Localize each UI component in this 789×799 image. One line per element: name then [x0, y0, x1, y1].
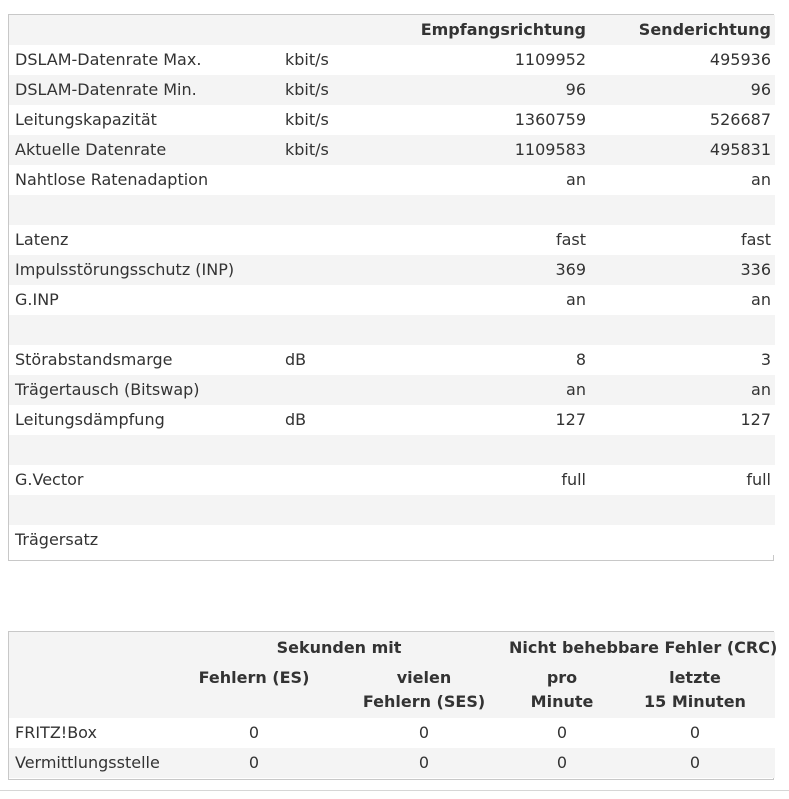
error-statistics-table: [9, 632, 778, 778]
row-label: DSLAM-Datenrate Max.: [15, 50, 202, 69]
row-crc-per-minute: 0: [556, 753, 568, 772]
row-crc-last-15-min: 0: [689, 753, 701, 772]
header-pro-line2: Minute: [530, 692, 594, 711]
row-label: Nahtlose Ratenadaption: [15, 170, 209, 189]
bottom-divider: [0, 790, 789, 791]
row-unit: [285, 225, 405, 255]
header-downstream: Empfangsrichtung: [420, 20, 586, 39]
row-downstream: an: [566, 380, 586, 399]
header-last-line2: 15 Minuten: [644, 692, 746, 711]
row-label: Impulsstörungsschutz (INP): [15, 260, 235, 279]
row-label: Latenz: [15, 230, 69, 249]
row-label: [9, 315, 285, 345]
row-unit: [285, 495, 405, 525]
table-row: [9, 375, 775, 405]
row-unit: dB: [285, 350, 307, 369]
table-row: [9, 748, 775, 778]
row-label: G.INP: [15, 290, 59, 309]
row-unit: [285, 435, 405, 465]
row-upstream: 127: [740, 410, 771, 429]
row-upstream: [590, 315, 775, 345]
sub-header-row: [9, 664, 775, 718]
row-label: [9, 435, 285, 465]
row-unit: dB: [285, 410, 307, 429]
row-crc-last-15-min: 0: [689, 723, 701, 742]
dsl-line-table-body: [9, 15, 775, 555]
row-label: Störabstandsmarge: [15, 350, 173, 369]
table-row: [9, 195, 775, 225]
row-upstream: [590, 525, 775, 555]
header-es-line1: Fehlern (ES): [198, 668, 310, 687]
header-ses-line2: Fehlern (SES): [362, 692, 486, 711]
table-row: [9, 345, 775, 375]
table-row: [9, 255, 775, 285]
header-crc-per-minute: [509, 664, 615, 718]
row-upstream: [590, 435, 775, 465]
header-crc-errors: Nicht behebbare Fehler (CRC): [509, 638, 778, 657]
header-es: [169, 664, 339, 718]
row-downstream: an: [566, 290, 586, 309]
table-row: [9, 45, 775, 75]
row-unit: [285, 315, 405, 345]
row-downstream: 127: [555, 410, 586, 429]
header-unit: [285, 15, 405, 45]
header-ses-line1: vielen: [396, 668, 452, 687]
row-label: FRITZ!Box: [15, 723, 97, 742]
table-row: [9, 405, 775, 435]
row-label: Leitungsdämpfung: [15, 410, 165, 429]
row-unit: kbit/s: [285, 80, 329, 99]
row-es: 0: [248, 753, 260, 772]
row-unit: kbit/s: [285, 50, 329, 69]
table-row: [9, 495, 775, 525]
row-ses: 0: [418, 723, 430, 742]
row-downstream: 1360759: [514, 110, 586, 129]
dsl-line-info-panel: [8, 14, 774, 561]
header-label: [9, 15, 285, 45]
table-row: [9, 105, 775, 135]
row-upstream: 336: [740, 260, 771, 279]
header-last-line1: letzte: [669, 668, 721, 687]
row-upstream: 96: [750, 80, 771, 99]
row-unit: kbit/s: [285, 110, 329, 129]
row-downstream: an: [566, 170, 586, 189]
row-label: [9, 195, 285, 225]
header-ses: [339, 664, 509, 718]
row-upstream: [590, 495, 775, 525]
table-row: [9, 165, 775, 195]
row-upstream: an: [751, 380, 771, 399]
error-table-body: [9, 718, 775, 778]
row-unit: [285, 375, 405, 405]
row-upstream: full: [746, 470, 771, 489]
row-unit: [285, 255, 405, 285]
error-statistics-panel: [8, 631, 778, 780]
row-unit: [285, 195, 405, 225]
row-unit: [285, 465, 405, 495]
row-upstream: 3: [760, 350, 771, 369]
row-unit: [285, 525, 405, 555]
row-downstream: 369: [555, 260, 586, 279]
row-upstream: fast: [740, 230, 771, 249]
table-row: [9, 435, 775, 465]
group-header-row: [9, 632, 775, 664]
row-unit: [285, 285, 405, 315]
row-downstream: 1109952: [514, 50, 586, 69]
row-upstream: 495831: [709, 140, 771, 159]
header-empty: [9, 664, 169, 718]
row-ses: 0: [418, 753, 430, 772]
row-downstream: fast: [555, 230, 586, 249]
header-seconds-with: Sekunden mit: [276, 638, 402, 657]
row-es: 0: [248, 723, 260, 742]
row-downstream: [405, 315, 590, 345]
row-upstream: 526687: [709, 110, 771, 129]
row-upstream: [590, 195, 775, 225]
header-pro-line1: pro: [546, 668, 578, 687]
row-downstream: [405, 195, 590, 225]
row-downstream: 8: [575, 350, 586, 369]
table-row: [9, 465, 775, 495]
row-unit: kbit/s: [285, 140, 329, 159]
row-label: Trägertausch (Bitswap): [15, 380, 200, 399]
row-upstream: an: [751, 290, 771, 309]
row-downstream: [405, 495, 590, 525]
row-downstream: [405, 435, 590, 465]
row-downstream: 1109583: [514, 140, 586, 159]
row-label: Vermittlungsstelle: [15, 753, 160, 772]
header-crc-last-15-min: [615, 664, 775, 718]
header-empty: [9, 632, 169, 664]
row-crc-per-minute: 0: [556, 723, 568, 742]
table-row: [9, 718, 775, 748]
table-row: [9, 75, 775, 105]
table-header-row: [9, 15, 775, 45]
row-label: Aktuelle Datenrate: [15, 140, 167, 159]
table-row: [9, 315, 775, 345]
table-row: [9, 225, 775, 255]
row-downstream: [405, 525, 590, 555]
header-upstream: Senderichtung: [638, 20, 771, 39]
row-upstream: 495936: [709, 50, 771, 69]
row-label: Leitungskapazität: [15, 110, 157, 129]
table-row: [9, 285, 775, 315]
row-label: [9, 495, 285, 525]
row-downstream: full: [561, 470, 586, 489]
table-row: [9, 135, 775, 165]
dsl-line-table: [9, 15, 775, 555]
row-label: G.Vector: [15, 470, 84, 489]
row-label: DSLAM-Datenrate Min.: [15, 80, 197, 99]
row-unit: [285, 165, 405, 195]
row-upstream: an: [751, 170, 771, 189]
row-label: Trägersatz: [15, 530, 99, 549]
row-downstream: 96: [565, 80, 586, 99]
error-table-header: [9, 632, 778, 718]
table-row: [9, 525, 775, 555]
